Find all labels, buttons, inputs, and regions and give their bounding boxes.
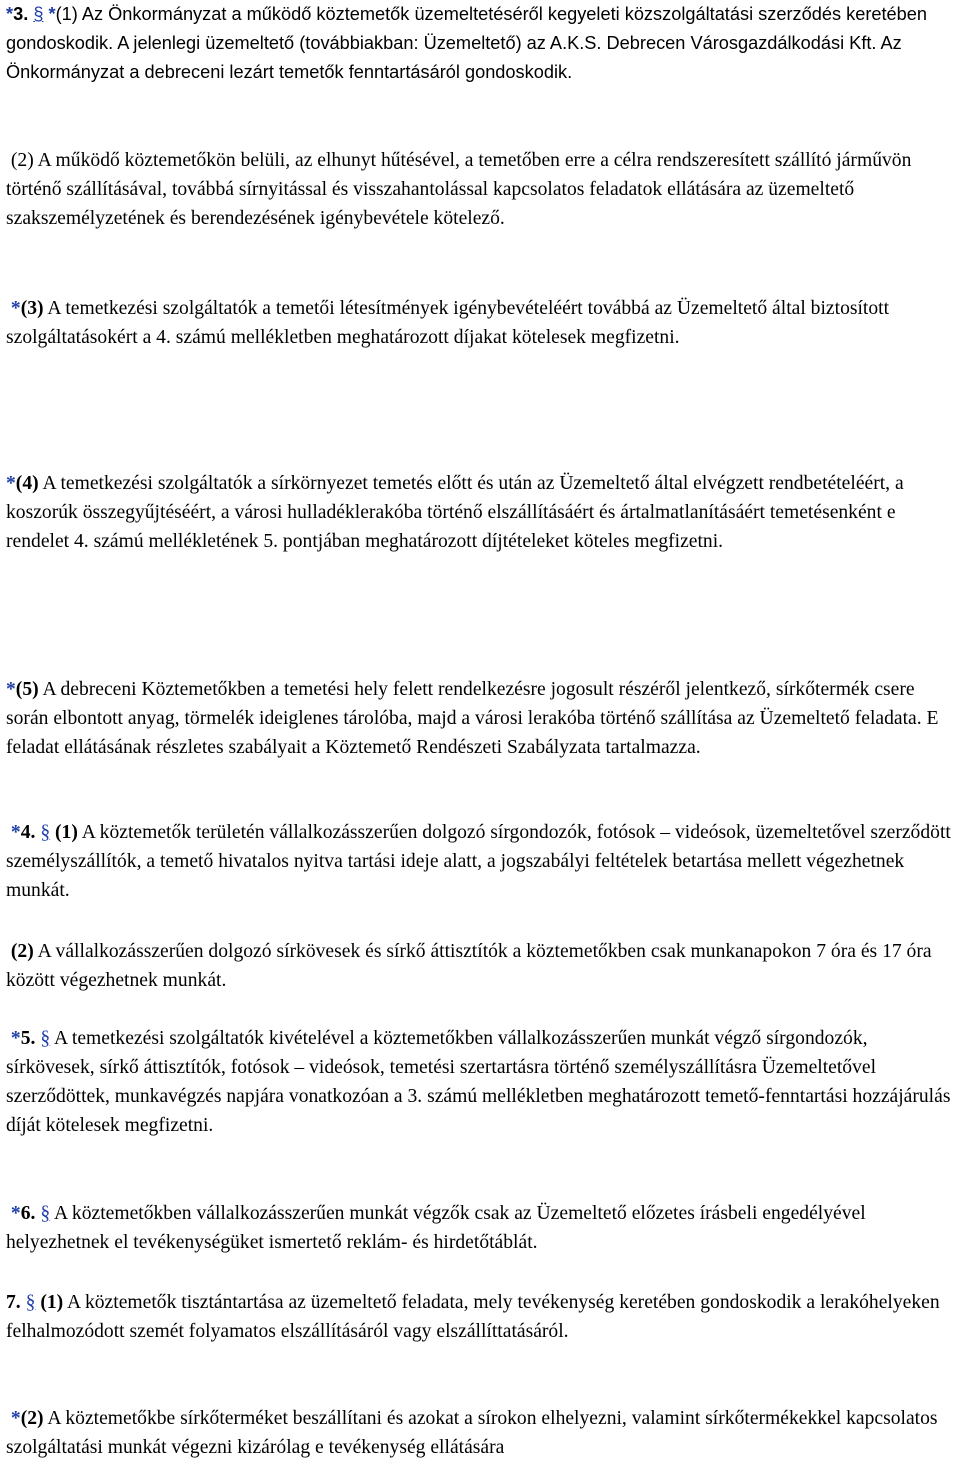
paragraph-4-2 [6,937,954,995]
subsection-number: (2) [10,150,34,171]
section-number: 6. [20,1203,36,1224]
section-sign[interactable]: § [40,1203,51,1224]
subsection-number: (1) [55,4,78,24]
section-sign[interactable]: § [25,1292,36,1313]
amendment-marker[interactable]: * [10,298,21,319]
paragraph-4-1 [6,818,954,905]
section-number: 5. [20,1028,36,1049]
paragraph-3-5 [6,675,954,762]
paragraph-3-1 [6,0,954,87]
subsection-number: (5) [15,679,39,700]
section-number: 3. [13,4,29,24]
paragraph-7-2 [6,1404,954,1462]
amendment-marker[interactable]: * [10,822,21,843]
paragraph-3-3 [6,294,954,352]
subsection-number: (2) [20,1408,44,1429]
paragraph-6 [6,1199,954,1257]
paragraph-text: A debreceni Köztemetőkben a temetési hely felett rendelkezésre jogosult részéről jelentkező, sírkőtermék csere során elbontott anyag, törmelék ideiglenes tárolóba, majd a városi lerakóba történő szállítása az Üzemeltető feladata. E feladat ellátásának részletes szabályait a Köztemető Rendészeti Szabályzata tartalmazza. [6,679,939,758]
paragraph-text: A köztemetők tisztántartása az üzemeltető feladata, mely tevékenység keretében gondoskodik a lerakóhelyeken felhalmozódott szemét folyamatos elszállításáról vagy elszállíttatásáról. [6,1292,940,1342]
subsection-number: (1) [55,822,78,843]
amendment-marker[interactable]: * [10,1408,21,1429]
paragraph-3-2 [6,146,954,233]
paragraph-text: A köztemetők területén vállalkozásszerűen dolgozó sírgondozók, fotósok – videósok, üzemeltetővel szerződött személyszállítók, a temető hivatalos nyitva tartási ideje alatt, a jogszabályi feltételek betartása mellett végezhetnek munkát. [6,822,951,901]
paragraph-3-4 [6,469,954,556]
paragraph-7-1 [6,1288,954,1346]
paragraph-text: A temetkezési szolgáltatók kivételével a köztemetőkben vállalkozásszerűen munkát végző sírgondozók, sírkövesek, sírkő áttisztítók, fotósok – videósok, temetési szertartásra történő személyszállításra Üzemeltetővel szerződöttek, munkavégzés napjára vonatkozóan a 3. számú mellékletben meghatározott temető-fenntartási hozzájárulás díját kötelesek megfizetni. [6,1028,951,1136]
subsection-number: (1) [40,1292,64,1313]
subsection-number: (2) [10,941,34,962]
paragraph-5 [6,1024,954,1140]
paragraph-text: Az Önkormányzat a működő köztemetők üzemeltetéséről kegyeleti közszolgáltatási szerződés keretében gondoskodik. A jelenlegi üzemeltető (továbbiakban: Üzemeltető) az A.K.S. Debrecen Városgazdálkodási Kft. Az Önkormányzat a debreceni lezárt temetők fenntartásáról gondoskodik. [6,4,927,82]
section-number: 4. [20,822,36,843]
subsection-number: (3) [20,298,44,319]
paragraph-text: A temetkezési szolgáltatók a sírkörnyezet temetés előtt és után az Üzemeltető által elvégzett rendbetételéért, a koszorúk összegyűjtéséért, a városi hulladéklerakóba történő elszállításáért és ártalmatlanításáért temetésenként e rendelet 4. számú mellékletének 5. pontjában meghatározott díjtételeket köteles megfizetni. [6,473,904,552]
subsection-number: (4) [15,473,39,494]
amendment-marker[interactable]: * [6,679,16,700]
paragraph-text: A temetkezési szolgáltatók a temetői létesítmények igénybevételéért továbbá az Üzemeltető által biztosított szolgáltatásokért a 4. számú mellékletben meghatározott díjakat kötelesek megfizetni. [6,298,890,348]
section-sign[interactable]: § [40,1028,51,1049]
amendment-marker[interactable]: * [10,1203,21,1224]
paragraph-text: A köztemetőkbe sírkőterméket beszállítani és azokat a sírokon elhelyezni, valamint sírkőtermékekkel kapcsolatos szolgáltatási munkát végezni kizárólag e tevékenység ellátására [6,1408,938,1458]
paragraph-text: A működő köztemetőkön belüli, az elhunyt hűtésével, a temetőben erre a célra rendszeresített szállító járművön történő szállításával, továbbá sírnyitással és visszahantolással kapcsolatos feladatok ellátására az üzemeltető szakszemélyzetének és berendezésének igénybevétele kötelező. [6,150,912,229]
section-number: 7. [6,1292,21,1313]
section-sign[interactable]: § [33,4,44,24]
amendment-marker[interactable]: * [6,473,16,494]
amendment-marker[interactable]: * [48,4,56,24]
paragraph-text: A köztemetőkben vállalkozásszerűen munkát végzők csak az Üzemeltető előzetes írásbeli engedélyével helyezhetnek el tevékenységüket ismertető reklám- és hirdetőtáblát. [6,1203,866,1253]
amendment-marker[interactable]: * [10,1028,21,1049]
section-sign[interactable]: § [40,822,51,843]
paragraph-text: A vállalkozásszerűen dolgozó sírkövesek és sírkő áttisztítók a köztemetőkben csak munkanapokon 7 óra és 17 óra között végezhetnek munkát. [6,941,932,991]
amendment-marker[interactable]: * [6,4,14,24]
